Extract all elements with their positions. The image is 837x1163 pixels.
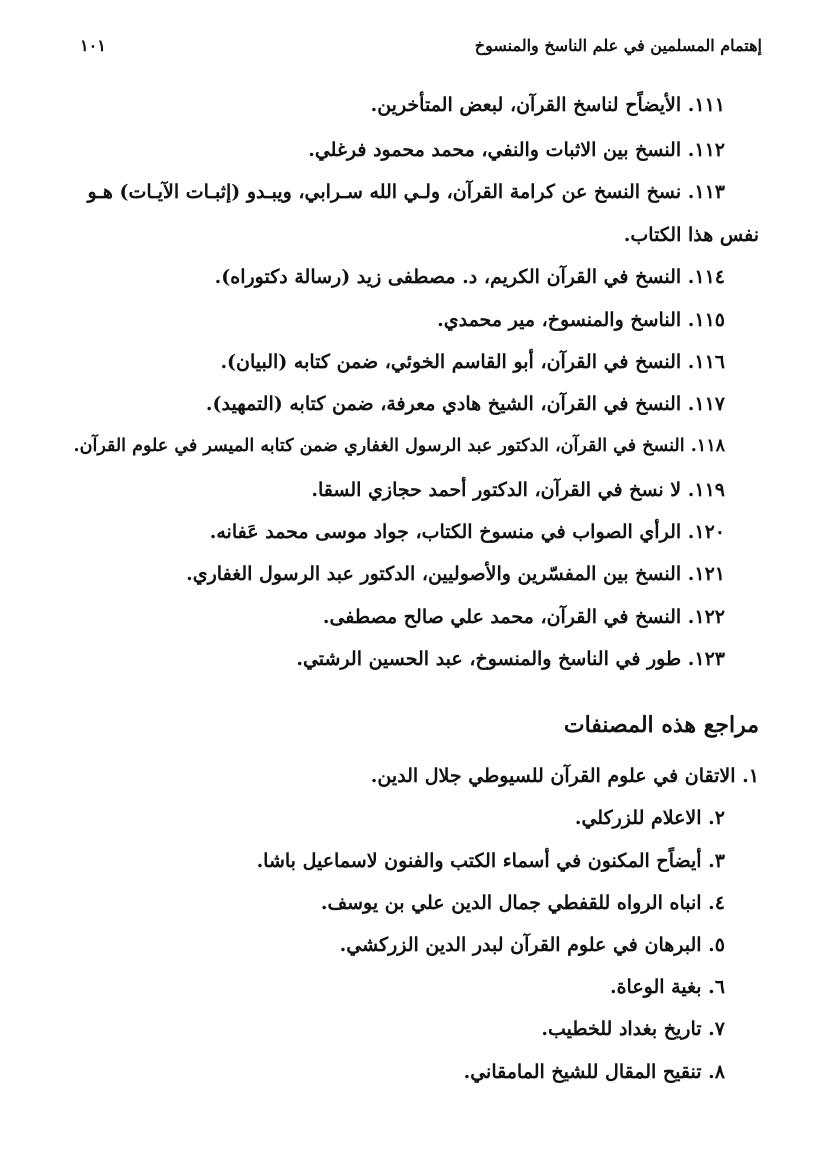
running-header <box>80 36 762 64</box>
entry-number: ١١١. <box>687 94 725 116</box>
entry-text: الأيضاًح لناسخ القرآن، لبعض المتأخرين. <box>370 94 688 116</box>
entry-number: ١٢٠. <box>687 521 725 543</box>
entry-text: الرأي الصواب في منسوخ الكتاب، جواد موسى محمد عَفانه. <box>209 521 688 543</box>
reference-number: ٣. <box>708 850 725 872</box>
reference-number: ٨. <box>708 1061 725 1083</box>
entry-text: النسخ في القرآن، أبو القاسم الخوئي، ضمن كتابه (البيان). <box>220 351 688 373</box>
entry-text: نفس هذا الكتاب. <box>623 224 759 246</box>
entry-number: ١٢١. <box>687 563 725 585</box>
bibliography-entry <box>311 479 725 501</box>
reference-item <box>321 892 725 914</box>
entry-text: نسخ النسخ عن كرامة القرآن، ولـي الله سـرابي، ويبـدو (إثبـات الآيـات) هـو <box>87 181 688 203</box>
bibliography-entry <box>74 436 725 456</box>
reference-item <box>340 934 725 956</box>
reference-item <box>575 807 725 829</box>
entry-number: ١١٥. <box>687 309 725 331</box>
entry-number: ١٢٣. <box>687 648 725 670</box>
bibliography-entry <box>296 648 725 670</box>
page-number: ١٠١ <box>80 36 106 55</box>
bibliography-entry <box>206 393 725 415</box>
reference-number: ٦. <box>708 976 725 998</box>
reference-text: البرهان في علوم القرآن لبدر الدين الزركشي. <box>339 934 709 956</box>
entry-text: النسخ بين المفسّرين والأصوليين، الدكتور عبد الرسول الغفاري. <box>186 563 688 585</box>
entry-text: النسخ في القرآن، الشيخ هادي معرفة، ضمن كتابه (التمهيد). <box>205 393 688 415</box>
entry-continuation-line <box>77 224 759 246</box>
reference-text: تنقيح المقال للشيخ المامقاني. <box>463 1061 709 1083</box>
entry-number: ١١٦. <box>687 351 725 373</box>
bibliography-entry <box>77 181 759 203</box>
entry-number: ١١٧. <box>687 393 725 415</box>
entry-number: ١٢٢. <box>687 606 725 628</box>
bibliography-entry <box>215 266 725 288</box>
entry-text: النسخ بين الاثبات والنفي، محمد محمود فرغلي. <box>308 139 688 161</box>
reference-text: بغية الوعاة. <box>609 976 709 998</box>
reference-number: ٤. <box>708 892 725 914</box>
reference-number: ١. <box>742 765 759 787</box>
reference-number: ٧. <box>708 1018 725 1040</box>
bibliography-entry <box>210 521 725 543</box>
entry-number: ١١٣. <box>687 181 725 203</box>
entry-text: الناسخ والمنسوخ، مير محمدي. <box>437 309 688 331</box>
entry-number: ١١٨. <box>690 436 725 456</box>
entry-text: النسخ في القرآن، محمد علي صالح مصطفى. <box>322 606 688 628</box>
reference-item <box>610 976 725 998</box>
entry-text: طور في الناسخ والمنسوخ، عبد الحسين الرشتي. <box>296 648 688 670</box>
entry-text: النسخ في القرآن، الدكتور عبد الرسول الغفاري ضمن كتابه الميسر في علوم القرآن. <box>73 436 691 456</box>
bibliography-entry <box>323 606 725 628</box>
reference-number: ٢. <box>708 807 725 829</box>
entry-number: ١١٩. <box>687 479 725 501</box>
reference-text: أيضاًح المكنون في أسماء الكتب والفنون لاسماعيل باشا. <box>256 850 709 872</box>
reference-number: ٥. <box>708 934 725 956</box>
entry-text: لا نسخ في القرآن، الدكتور أحمد حجازي السقا. <box>311 479 688 501</box>
reference-item <box>257 850 725 872</box>
references-heading: مراجع هذه المصنفات <box>563 712 759 738</box>
running-title: إهتمام المسلمين في علم الناسخ والمنسوخ <box>474 36 762 55</box>
entry-number: ١١٤. <box>687 266 725 288</box>
bibliography-entry <box>308 139 725 161</box>
entry-number: ١١٢. <box>687 139 725 161</box>
bibliography-entry <box>186 563 725 585</box>
reference-text: تاريخ بغداد للخطيب. <box>541 1018 709 1040</box>
reference-text: الاتقان في علوم القرآن للسيوطي جلال الدين. <box>370 765 743 787</box>
entry-text: النسخ في القرآن الكريم، د. مصطفى زيد (رسالة دكتوراه). <box>214 266 688 288</box>
reference-item <box>464 1061 725 1083</box>
reference-text: الاعلام للزركلي. <box>574 807 709 829</box>
bibliography-entry <box>220 351 725 373</box>
reference-text: انباه الرواه للقفطي جمال الدين علي بن يوسف. <box>320 892 709 914</box>
bibliography-entry <box>371 94 725 116</box>
reference-item <box>541 1018 725 1040</box>
reference-item <box>371 765 759 787</box>
bibliography-entry <box>437 309 725 331</box>
